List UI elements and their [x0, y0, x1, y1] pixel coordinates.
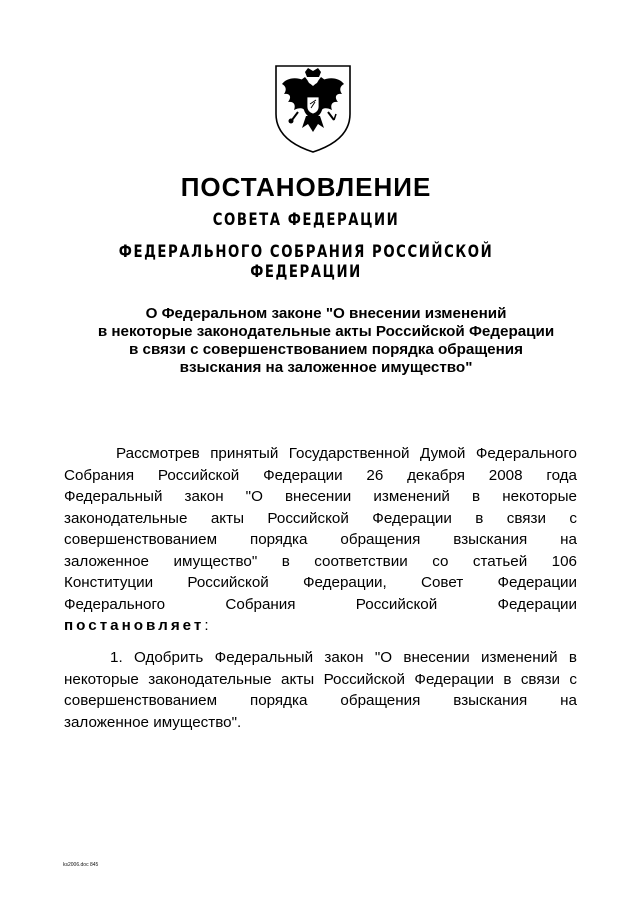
heading-line: взыскания на заложенное имущество"	[179, 359, 473, 376]
paragraph-line: Федерального Собрания Российской Федерации	[64, 595, 577, 613]
paragraph-line: Конституции Российской Федерации, Совет Федерации	[64, 574, 577, 591]
heading-line: в некоторые законодательные акты Российской Федерации	[97, 323, 555, 340]
resolves-colon: :	[204, 617, 209, 634]
file-reference: ks2006.doc 845	[63, 862, 99, 868]
preamble-paragraph	[64, 443, 577, 637]
issuer-line-1: СОВЕТА ФЕДЕРАЦИИ	[212, 210, 400, 230]
paragraph-line: законодательные акты Российской Федерации в связи с	[64, 509, 577, 527]
resolution-heading	[40, 305, 612, 377]
paragraph-line: Федеральный закон "О внесении изменений в некоторые	[64, 488, 577, 505]
resolves-line	[64, 615, 577, 637]
paragraph-line: Рассмотрев принятый Государственной Думой Федерального	[116, 445, 577, 462]
issuer-line-2: ФЕДЕРАЛЬНОГО СОБРАНИЯ РОССИЙСКОЙ ФЕДЕРАЦИИ	[118, 242, 494, 282]
document-title: ПОСТАНОВЛЕНИЕ	[180, 172, 432, 202]
item-line: заложенное имущество".	[64, 713, 242, 731]
russian-coat-of-arms-icon	[272, 62, 354, 154]
resolves-verb: постановляет	[64, 617, 205, 634]
paragraph-line: совершенствованием порядка обращения взыскания на	[64, 531, 577, 548]
heading-line: в связи с совершенствованием порядка обращения	[128, 341, 524, 358]
item-line: 1. Одобрить Федеральный закон "О внесении изменений в	[110, 649, 577, 666]
paragraph-line: заложенное имущество" в соответствии со статьей 106	[64, 552, 577, 570]
item-line: некоторые законодательные акты Российской Федерации в связи с	[64, 670, 577, 688]
resolution-item-1	[64, 647, 577, 733]
heading-line: О Федеральном законе "О внесении изменений	[145, 305, 507, 322]
paragraph-line: Собрания Российской Федерации 26 декабря 2008 года	[64, 466, 577, 484]
item-line: совершенствованием порядка обращения взыскания на	[64, 692, 577, 709]
